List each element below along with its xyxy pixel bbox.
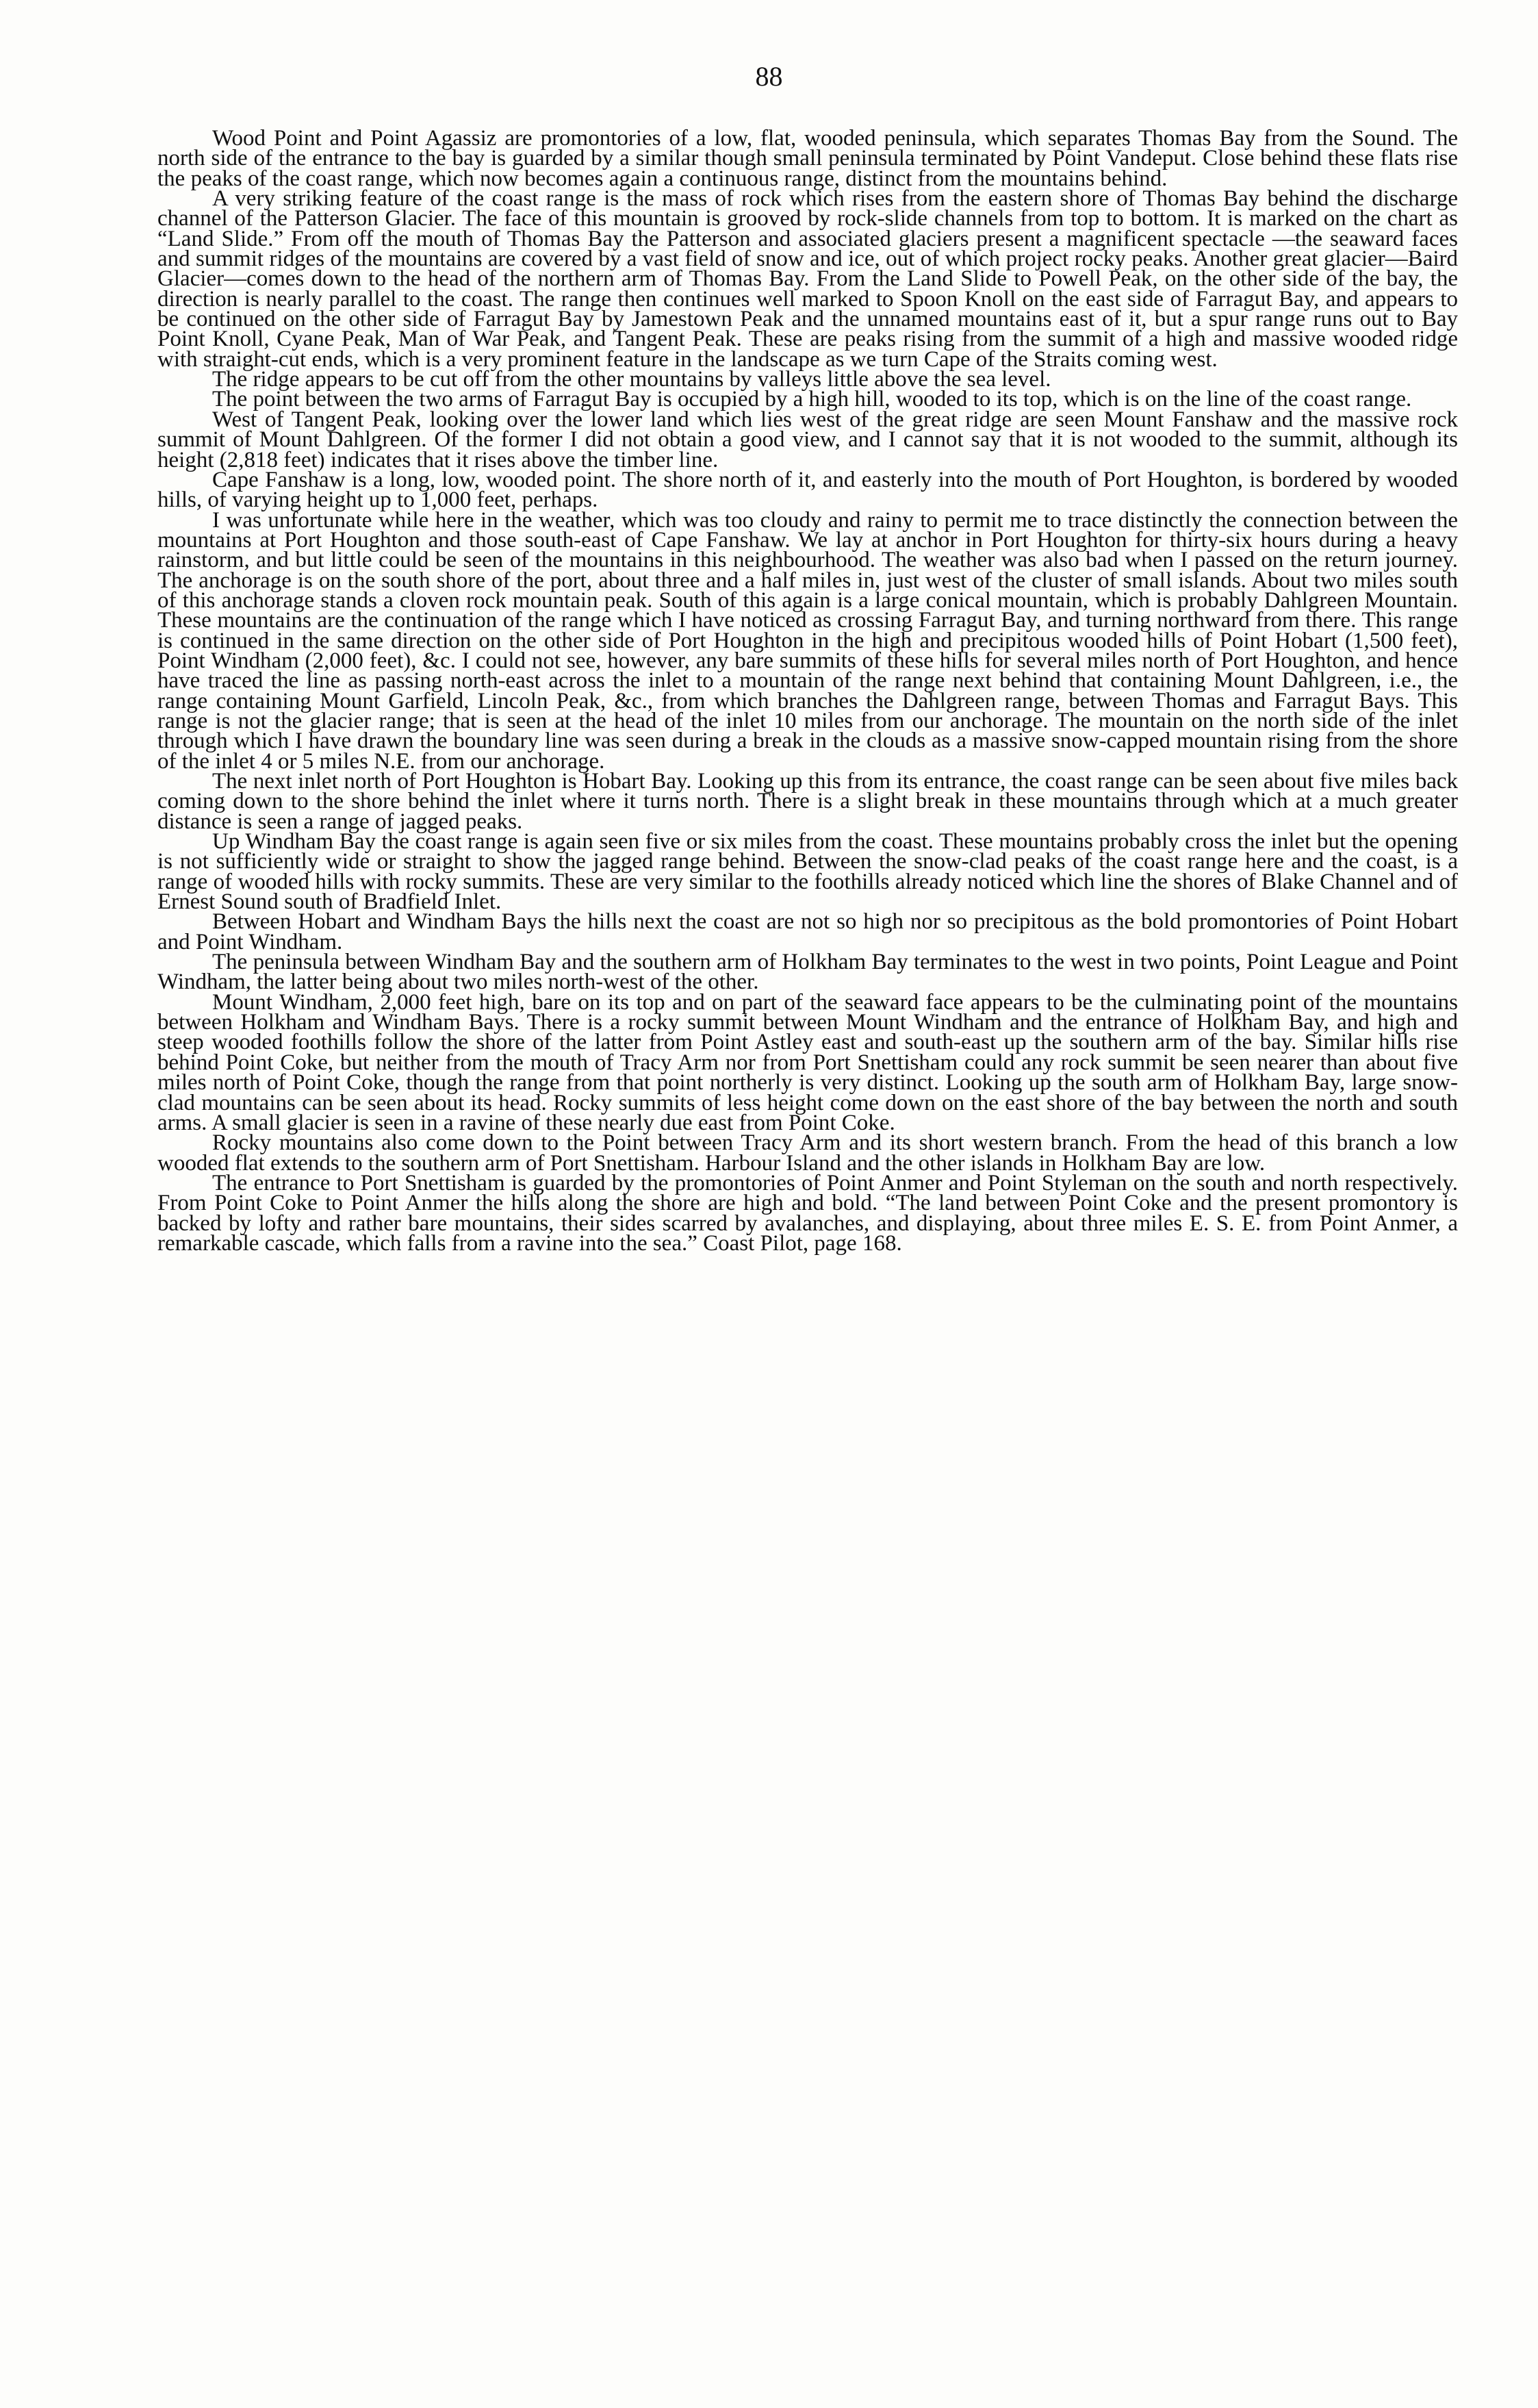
paragraph: The entrance to Port Snettisham is guarded by the promontories of Point Anmer and Point Styleman on the south and north respectively. From Point Coke to Point Anmer the hills along the shore are high and bold. “The land between Point Coke and the present promontory is backed by lofty and rather bare mountains, their sides scarred by avalanches, and displaying, about three miles E. S. E. from Point Anmer, a remarkable cascade, which falls from a ravine into the sea.” Coast Pilot, page 168. [157,1170,1458,1256]
paragraph: The next inlet north of Port Houghton is Hobart Bay. Looking up this from its entrance, the coast range can be seen about five miles back coming down to the shore behind the inlet where it turns north. There is a slight break in these mountains through which at a much greater distance is seen a range of jagged peaks. [157,769,1458,834]
paragraph: Mount Windham, 2,000 feet high, bare on its top and on part of the seaward face appears to be the culminating point of the mountains between Holkham and Windham Bays. There is a rocky summit between Mount Windham and the entrance of Holkham Bay, and high and steep wooded foothills follow the shore of the latter from Point Astley east and south-east up the southern arm of the bay. Similar hills rise behind Point Coke, but neither from the mouth of Tracy Arm nor from Port Snettisham could any rock summit be seen nearer than about five miles north of Point Coke, though the range from that point northerly is very distinct. Looking up the south arm of Holkham Bay, large snow-clad mountains can be seen about its head. Rocky summits of less height come down on the east shore of the bay between the north and south arms. A small glacier is seen in a ravine of these nearly due east from Point Coke. [157,989,1458,1135]
paragraph: Rocky mountains also come down to the Point between Tracy Arm and its short western branch. From the head of this branch a low wooded flat extends to the southern arm of Port Snettisham. Harbour Island and the other islands in Holkham Bay are low. [157,1130,1458,1176]
page-number: 88 [755,61,783,92]
paragraph: Up Windham Bay the coast range is again seen five or six miles from the coast. These mountains probably cross the inlet but the opening is not sufficiently wide or straight to show the jagged range behind. Between the snow-clad peaks of the coast range here and the coast, is a range of wooded hills with rocky summits. These are very similar to the foothills already noticed which line the shores of Blake Channel and of Ernest Sound south of Bradfield Inlet. [157,829,1458,915]
paragraph: I was unfortunate while here in the weather, which was too cloudy and rainy to permit me to trace distinctly the connection between the mountains at Port Houghton and those south-east of Cape Fanshaw. We lay at anchor in Port Houghton for thirty-six hours during a heavy rainstorm, and but little could be seen of the mountains in this neighbourhood. The weather was also bad when I passed on the return journey. The anchorage is on the south shore of the port, about three and a half miles in, just west of the cluster of small islands. About two miles south of this anchorage stands a cloven rock mountain peak. South of this again is a large conical mountain, which is probably Dahlgreen Mountain. These mountains are the continuation of the range which I have noticed as crossing Farragut Bay, and turning northward from there. This range is continued in the same direction on the other side of Port Houghton in the high and precipitous wooded hills of Point Hobart (1,500 feet), Point Windham (2,000 feet), &c. I could not see, however, any bare summits of these hills for several miles north of Port Houghton, and hence have traced the line as passing north-east across the inlet to a mountain of the range next behind that containing Mount Dahlgreen, i.e., the range containing Mount Garfield, Lincoln Peak, &c., from which branches the Dahlgreen range, between Thomas and Farragut Bays. This range is not the glacier range; that is seen at the head of the inlet 10 miles from our anchorage. The mountain on the north side of the inlet through which I have drawn the boundary line was seen during a break in the clouds as a massive snow-capped mountain rising from the shore of the inlet 4 or 5 miles N.E. from our anchorage. [157,507,1458,774]
paragraph: Cape Fanshaw is a long, low, wooded point. The shore north of it, and easterly into the mouth of Port Houghton, is bordered by wooded hills, of varying height up to 1,000 feet, perhaps. [157,467,1458,513]
body-text [157,126,1458,1256]
paragraph: The ridge appears to be cut off from the other mountains by valleys little above the sea level. [212,367,1051,392]
paragraph: West of Tangent Peak, looking over the lower land which lies west of the great ridge are seen Mount Fanshaw and the massive rock summit of Mount Dahlgreen. Of the former I did not obtain a good view, and I cannot say that it is not wooded to the summit, although its height (2,818 feet) indicates that it rises above the timber line. [157,407,1458,472]
paragraph: A very striking feature of the coast range is the mass of rock which rises from the eastern shore of Thomas Bay behind the discharge channel of the Patterson Glacier. The face of this mountain is grooved by rock-slide channels from top to bottom. It is marked on the chart as “Land Slide.” From off the mouth of Thomas Bay the Patterson and associated glaciers present a magnificent spectacle —the seaward faces and summit ridges of the mountains are covered by a vast field of snow and ice, out of which project rocky peaks. Another great glacier—Baird Glacier—comes down to the head of the northern arm of Thomas Bay. From the Land Slide to Powell Peak, on the other side of the bay, the direction is nearly parallel to the coast. The range then continues well marked to Spoon Knoll on the east side of Farragut Bay, and appears to be continued on the other side of Farragut Bay by Jamestown Peak and the unnamed mountains east of it, but a spur range runs out to Bay Point Knoll, Cyane Peak, Man of War Peak, and Tangent Peak. These are peaks rising from the summit of a high and massive wooded ridge with straight-cut ends, which is a very prominent feature in the landscape as we turn Cape of the Straits coming west. [157,186,1458,372]
paragraph: Wood Point and Point Agassiz are promontories of a low, flat, wooded peninsula, which separates Thomas Bay from the Sound. The north side of the entrance to the bay is guarded by a similar though small peninsula terminated by Point Vandeput. Close behind these flats rise the peaks of the coast range, which now becomes again a continuous range, distinct from the mountains behind. [157,126,1458,191]
paragraph: The peninsula between Windham Bay and the southern arm of Holkham Bay terminates to the west in two points, Point League and Point Windham, the latter being about two miles north-west of the other. [157,950,1458,995]
paragraph: Between Hobart and Windham Bays the hills next the coast are not so high nor so precipitous as the bold promontories of Point Hobart and Point Windham. [157,909,1458,954]
paragraph: The point between the two arms of Farragut Bay is occupied by a high hill, wooded to its top, which is on the line of the coast range. [212,387,1412,412]
